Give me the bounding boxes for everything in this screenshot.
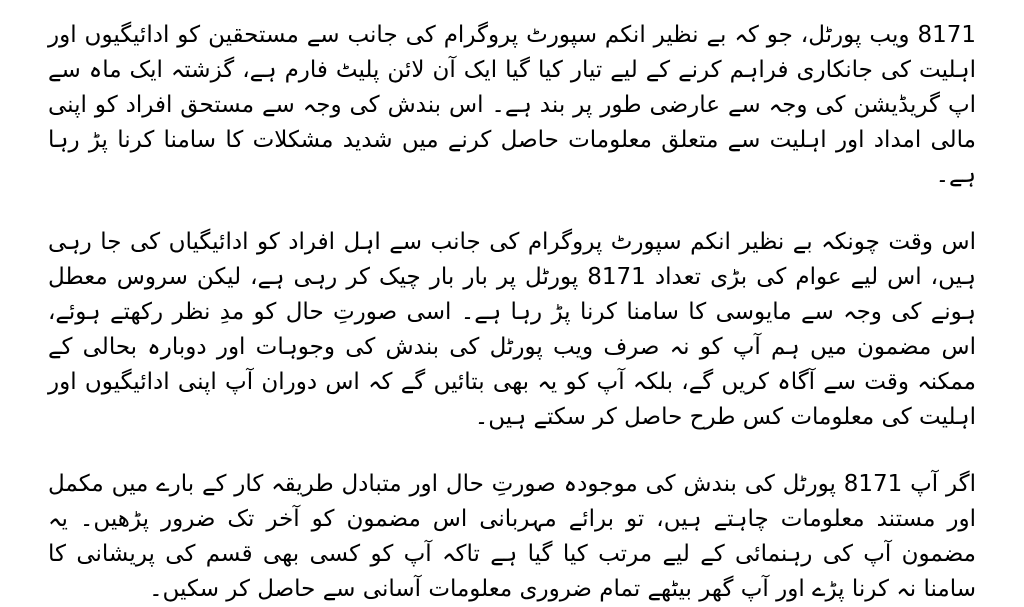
paragraph-portal-closure: 8171 ویب پورٹل، جو کہ بے نظیر انکم سپورٹ پروگرام کی جانب سے مستحقین کو ادائیگیوں اور اہلیت کی جانکاری فراہم کرنے کے لیے تیار کیا گیا ایک آن لائن پلیٹ فارم ہے، گزشتہ ایک ماہ سے اپ گریڈیشن کی وجہ سے عارضی طور پر بند ہے۔ اس بندش کی وجہ سے مستحق افراد کو اپنی مالی امداد اور اہلیت سے متعلق معلومات حاصل کرنے میں شدید مشکلات کا سامنا کرنا پڑ رہا ہے۔ [48,22,976,188]
paragraph-payments-status: اس وقت چونکہ بے نظیر انکم سپورٹ پروگرام کی جانب سے اہل افراد کو ادائیگیاں کی جا رہی ہیں، اس لیے عوام کی بڑی تعداد 8171 پورٹل پر بار بار چیک کر رہی ہے، لیکن سروس معطل ہونے کی وجہ سے مایوسی کا سامنا کرنا پڑ رہا ہے۔ اسی صورتِ حال کو مدِ نظر رکھتے ہوئے، اس مضمون میں ہم آپ کو نہ صرف ویب پورٹل کی بندش کی وجوہات اور دوبارہ بحالی کے ممکنہ وقت سے آگاہ کریں گے، بلکہ آپ کو یہ بھی بتائیں گے کہ اس دوران آپ اپنی ادائیگیوں اور اہلیت کی معلومات کس طرح حاصل کر سکتے ہیں۔ [48,229,976,430]
paragraph-reading-guidance: اگر آپ 8171 پورٹل کی بندش کی موجودہ صورتِ حال اور متبادل طریقہ کار کے بارے میں مکمل اور مستند معلومات چاہتے ہیں، تو برائے مہربانی اس مضمون کو آخر تک ضرور پڑھیں۔ یہ مضمون آپ کی رہنمائی کے لیے مرتب کیا گیا ہے تاکہ آپ کو کسی بھی قسم کی پریشانی کا سامنا نہ کرنا پڑے اور آپ گھر بیٹھے تمام ضروری معلومات آسانی سے حاصل کر سکیں۔ [48,471,976,602]
